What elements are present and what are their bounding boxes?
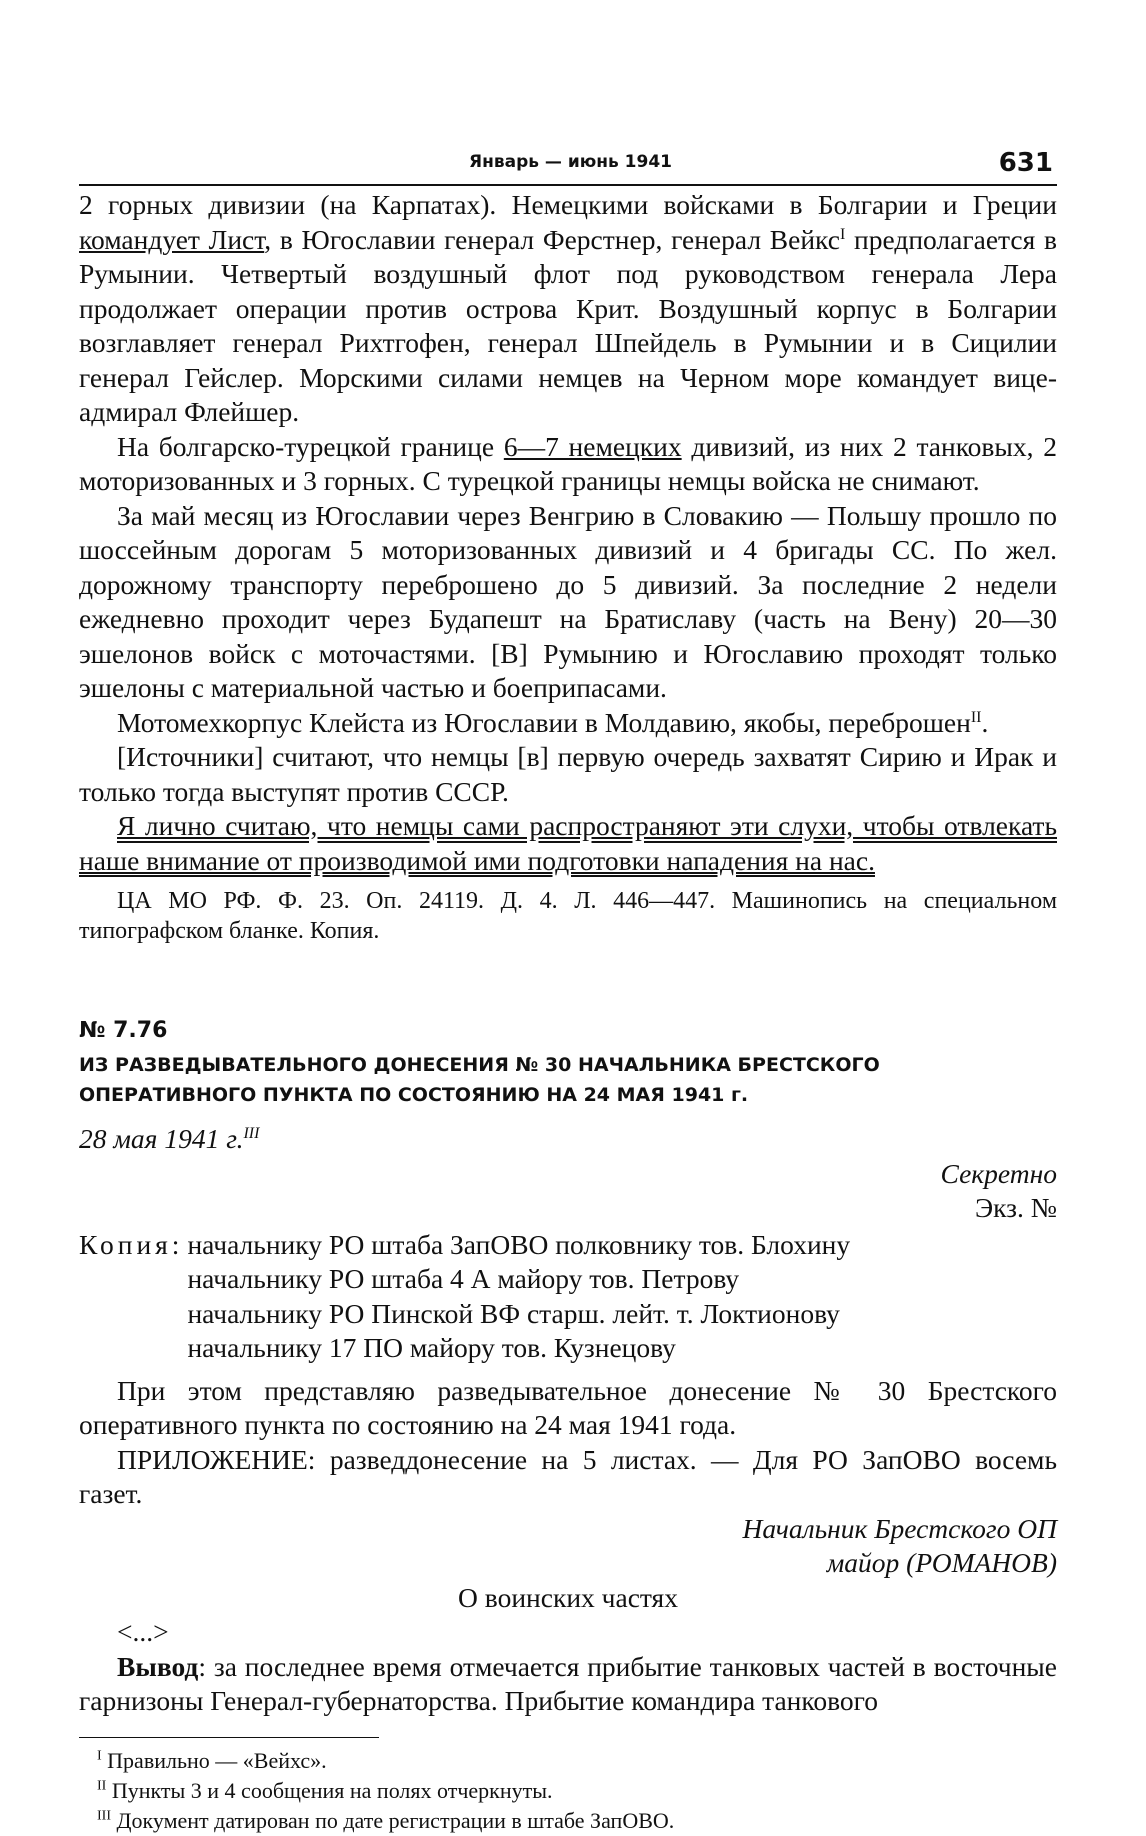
paragraph: На болгарско-турецкой границе 6—7 немецких дивизий, из них 2 танковых, 2 моторизованных и 3 горных. С турецкой границы немцы войска не снимают. [79,430,1058,496]
running-title: Январь — июнь 1941 [469,152,672,172]
paragraph: [Источники] считают, что немцы [в] первую очередь захватят Сирию и Ирак и только тогда выступят против СССР. [79,741,1057,807]
paragraph: Мотомехкорпус Клейста из Югославии в Молдавию, якобы, переброшен$^{II}$. [117,706,989,738]
conclusion-label: Вывод [117,1650,199,1682]
footnotes [79,1746,1057,1836]
page-number: 631 [998,148,1053,178]
page-content [79,188,1057,1836]
footnote-ref: II [970,708,982,726]
paragraph: 2 горных дивизии (на Карпатах). Немецкими войсками в Болгарии и Греции командует Лист, в Югославии генерал Ферстнер, генерал Вейкс$^I$ предполагается в Румынии. Четвертый воздушный флот под руководством генерала Лера продолжает операции против острова Крит. Воздушный корпус в Болгарии возглавляет генерал Рихтгофен, генерал Шпейдель в Румынии и в Сицилии генерал Гейслер. Морскими силами немцев на Черном море командует вице-адмирал Флейшер. [79,189,1057,427]
copy-recipients [79,1228,1057,1366]
conclusion-paragraph: Вывод: за последнее время отмечается прибытие танковых частей в восточные гарнизоны Генерал-губернаторства. Прибытие командира танкового [79,1650,1057,1716]
signature-title: Начальник Брестского ОП [742,1512,1057,1544]
copy-number: Экз. № [974,1192,1057,1223]
copy-label: Копия: [79,1228,184,1260]
recipient: начальнику РО Пинской ВФ старш. лейт. т. Локтионову [187,1297,840,1329]
footnote: $^I$ Правильно — «Вейхс». [97,1747,327,1773]
footnote-ref: I [839,225,846,243]
paragraph: При этом представляю разведывательное донесение № 30 Брестского оперативного пункта по состоянию на 24 мая 1941 года. [79,1374,1057,1440]
underlined-text: 6—7 немецких [503,430,682,462]
document-title: ИЗ РАЗВЕДЫВАТЕЛЬНОГО ДОНЕСЕНИЯ № 30 НАЧАЛЬНИКА БРЕСТСКОГО ОПЕРАТИВНОГО ПУНКТА ПО СОСТОЯНИЮ НА 24 МАЯ 1941 г. [79,1054,880,1106]
footnote: $^{III}$ Документ датирован по дате регистрации в штабе ЗапОВО. [97,1807,675,1833]
document-date: 28 мая 1941 г.$^{III}$ [79,1123,260,1154]
recipient: начальнику 17 ПО майору тов. Кузнецову [187,1332,676,1363]
recipient: начальнику РО штаба 4 А майору тов. Петрову [187,1263,740,1294]
recipient-list [183,1228,850,1366]
underlined-paragraph: Я лично считаю, что немцы сами распространяют эти слухи, чтобы отвлекать наше внимание от производимой ими подготовки нападения на нас. [79,810,1057,876]
archive-source: ЦА МО РФ. Ф. 23. Оп. 24119. Д. 4. Л. 446—447. Машинопись на специальном типографском бланке. Копия. [79,888,1057,944]
document-number: № 7.76 [79,1018,168,1043]
footnote-ref: III [243,1124,260,1142]
section-heading: О воинских частях [458,1581,678,1613]
paragraph: За май месяц из Югославии через Венгрию в Словакию — Польшу прошло по шоссейным дорогам 5 моторизованных дивизий и 4 бригады СС. По жел. дорожному транспорту переброшено до 5 дивизий. За последние 2 недели ежедневно проходит через Будапешт на Братиславу (часть на Вену) 20—30 эшелонов войск с моточастями. [В] Румынию и Югославию проходят только эшелоны с материальной частью и боеприпасами. [79,499,1057,703]
underlined-text: командует Лист [79,223,265,255]
paragraph: ПРИЛОЖЕНИЕ: разведдонесение на 5 листах. — Для РО ЗапОВО восемь газет. [79,1443,1057,1509]
footnote-divider [79,1737,379,1738]
signature-name: майор (РОМАНОВ) [826,1547,1057,1578]
page-header [79,150,1057,186]
recipient: начальнику РО штаба ЗапОВО полковнику тов. Блохину [187,1228,851,1260]
secrecy-label: Секретно [940,1157,1057,1189]
footnote: $^{II}$ Пункты 3 и 4 сообщения на полях отчеркнуты. [97,1777,553,1803]
omission-mark: <...> [117,1616,169,1647]
